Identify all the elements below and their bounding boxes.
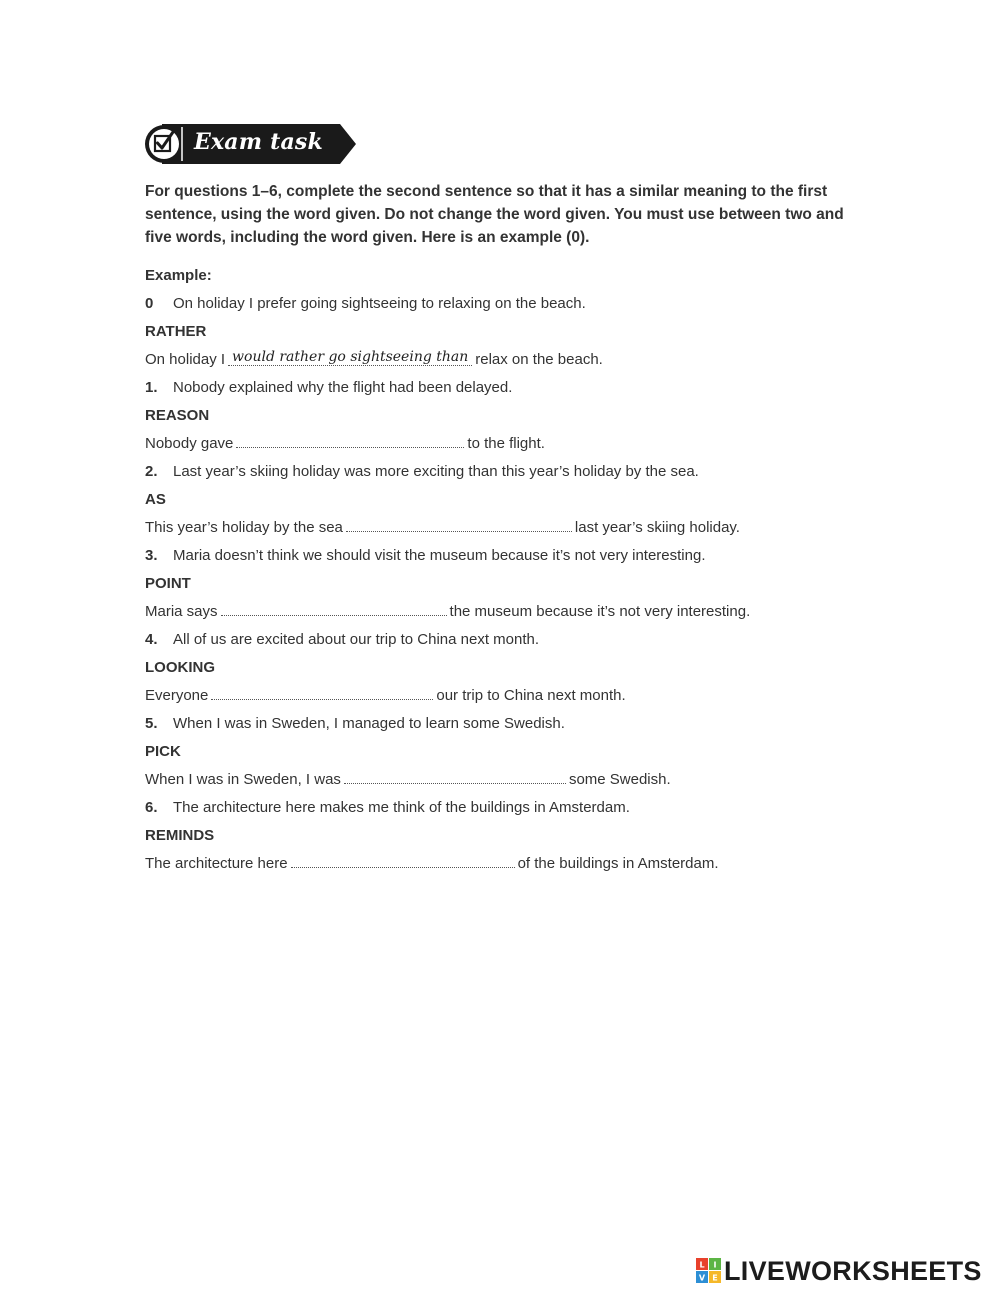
question-2-answer-gap[interactable] [346, 517, 572, 532]
cube-letter: I [713, 1260, 717, 1270]
question-1-sentence-line [145, 374, 905, 402]
example-sentence-line [145, 290, 905, 318]
question-4-keyword: LOOKING [145, 659, 215, 676]
question-5-after: some Swedish. [568, 771, 671, 788]
example-answer: would rather go sightseeing than [228, 349, 472, 366]
question-5-before: When I was in Sweden, I was [145, 771, 341, 788]
exam-task-banner [144, 124, 356, 164]
question-2-number: 2. [145, 463, 158, 480]
banner-title: Exam task [194, 129, 323, 155]
question-6-after: of the buildings in Amsterdam. [517, 855, 719, 872]
instructions: For questions 1–6, complete the second sentence so that it has a similar meaning to the first sentence, using the word given. Do not change the word given. You must use between two and five words, including the word given. Here is an example (0). [145, 183, 844, 246]
question-6-answer-line [145, 850, 905, 878]
question-3-keyword: POINT [145, 575, 191, 592]
question-1-answer-line [145, 430, 905, 458]
example-answer-line [145, 346, 905, 374]
question-6-keyword: REMINDS [145, 827, 215, 844]
question-3-after: the museum because it’s not very interesting. [449, 603, 751, 620]
question-1-answer-gap[interactable] [236, 433, 464, 448]
question-2-answer-line [145, 514, 905, 542]
question-3-sentence-line [145, 542, 905, 570]
question-2-after: last year’s skiing holiday. [574, 519, 740, 536]
question-1-number: 1. [145, 379, 158, 396]
exercise-body [145, 262, 905, 878]
question-2-keyword: AS [145, 491, 166, 508]
example-after: relax on the beach. [475, 351, 603, 368]
cube-letter: L [699, 1260, 705, 1270]
question-4-sentence-line [145, 626, 905, 654]
example-heading: Example: [145, 267, 212, 284]
question-1-keyword: REASON [145, 407, 210, 424]
question-4-after: our trip to China next month. [436, 687, 626, 704]
example-before: On holiday I [145, 351, 226, 368]
logo-text: LIVEWORKSHEETS [724, 1256, 982, 1286]
example-sentence: On holiday I prefer going sightseeing to relaxing on the beach. [173, 295, 586, 312]
cube-letter: E [712, 1273, 718, 1283]
question-1-before: Nobody gave [145, 435, 234, 452]
question-3-before: Maria says [145, 603, 218, 620]
question-4-before: Everyone [145, 687, 209, 704]
question-3-answer-line [145, 598, 905, 626]
question-5-answer-line [145, 766, 905, 794]
question-2-sentence: Last year’s skiing holiday was more exciting than this year’s holiday by the sea. [173, 463, 699, 480]
question-2-sentence-line [145, 458, 905, 486]
question-4-sentence: All of us are excited about our trip to China next month. [173, 631, 540, 648]
question-3-answer-gap[interactable] [221, 601, 447, 616]
example-keyword: RATHER [145, 323, 207, 340]
question-6-sentence: The architecture here makes me think of the buildings in Amsterdam. [173, 799, 630, 816]
question-4-answer-gap[interactable] [211, 685, 433, 700]
cube-letter: V [698, 1273, 706, 1283]
question-2-before: This year’s holiday by the sea [145, 519, 343, 536]
example-number: 0 [145, 295, 154, 312]
question-3-number: 3. [145, 547, 158, 564]
question-5-keyword: PICK [145, 743, 181, 760]
question-5-number: 5. [145, 715, 158, 732]
question-1-after: to the flight. [467, 435, 545, 452]
question-6-before: The architecture here [145, 855, 288, 872]
question-5-sentence-line [145, 710, 905, 738]
question-1-sentence: Nobody explained why the flight had been delayed. [173, 379, 513, 396]
question-6-answer-gap[interactable] [291, 853, 515, 868]
question-4-answer-line [145, 682, 905, 710]
liveworksheets-cubes-icon [696, 1258, 722, 1284]
question-5-answer-gap[interactable] [344, 769, 566, 784]
question-6-sentence-line [145, 794, 905, 822]
question-5-sentence: When I was in Sweden, I managed to learn some Swedish. [173, 715, 565, 732]
question-6-number: 6. [145, 799, 158, 816]
question-3-sentence: Maria doesn’t think we should visit the museum because it’s not very interesting. [173, 547, 706, 564]
question-4-number: 4. [145, 631, 158, 648]
